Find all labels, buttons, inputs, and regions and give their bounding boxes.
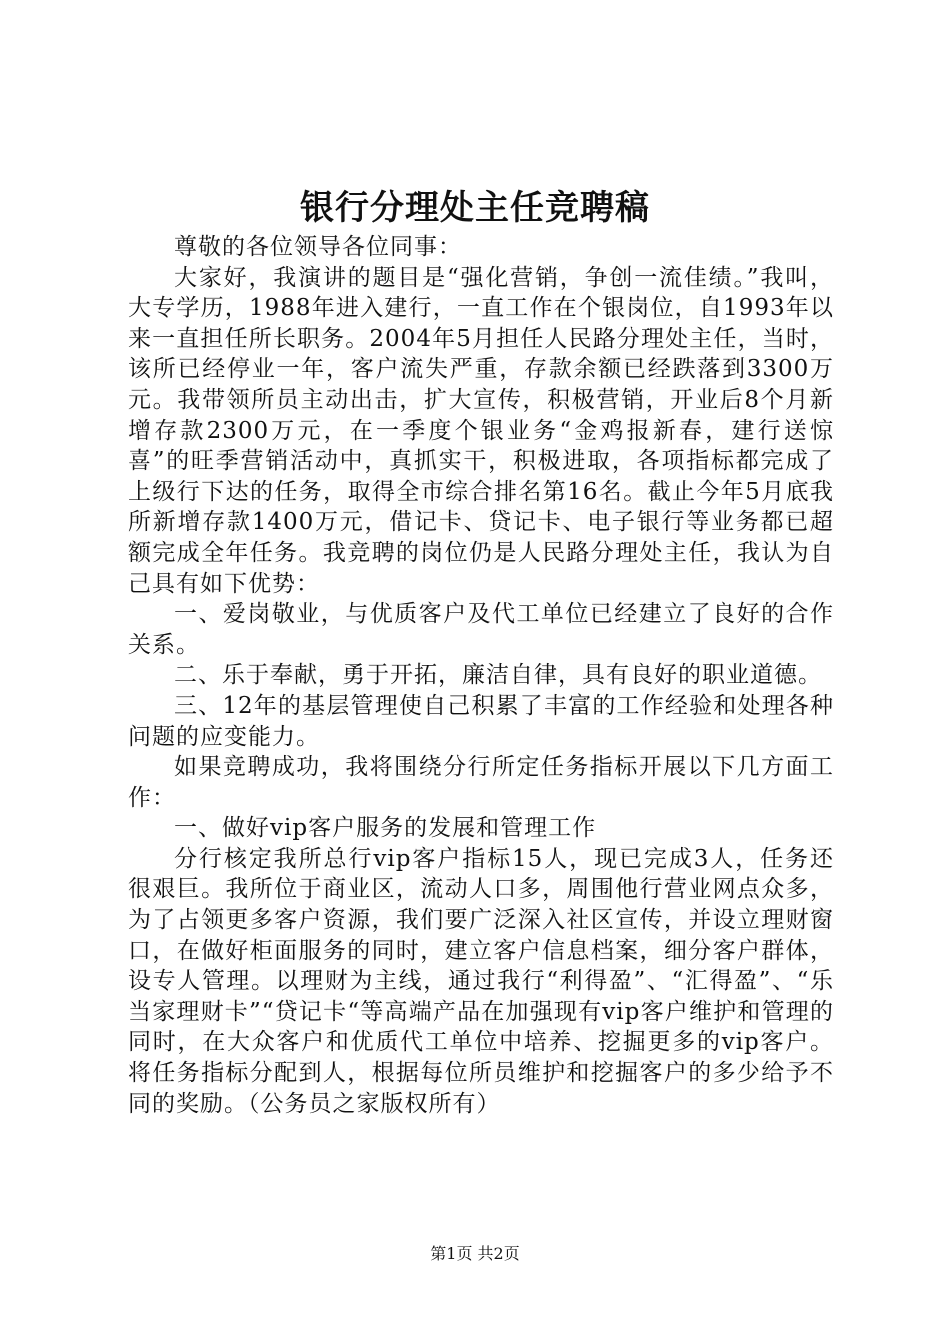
paragraph-salutation: 尊敬的各位领导各位同事： xyxy=(174,234,462,260)
paragraph-plan-intro: 如果竞聘成功，我将围绕分行所定任务指标开展以下几方面工作： xyxy=(128,754,834,811)
paragraph-advantage-3: 三、12年的基层管理使自己积累了丰富的工作经验和处理各种问题的应变能力。 xyxy=(128,692,834,750)
paragraph-advantage-2: 二、乐于奉献，勇于开拓，廉洁自律，具有良好的职业道德。 xyxy=(174,662,822,689)
document-body xyxy=(128,232,834,1119)
section-heading-vip: 一、做好vip客户服务的发展和管理工作 xyxy=(174,815,597,842)
page-number-footer: 第1页 共2页 xyxy=(430,1244,520,1263)
paragraph-advantage-1: 一、爱岗敬业，与优质客户及代工单位已经建立了良好的合作关系。 xyxy=(128,601,834,658)
paragraph-introduction: 大家好，我演讲的题目是“强化营销，争创一流佳绩。”我叫，大专学历，1988年进入建行，一直工作在个银岗位，自1993年以来一直担任所长职务。2004年5月担任人民路分理处主任，当时，该所已经停业一年，客户流失严重，存款余额已经跌落到3300万元。我带领所员主动出击，扩大宣传，积极营销，开业后8个月新增存款2300万元，在一季度个银业务“金鸡报新春，建行送惊喜”的旺季营销活动中，真抓实干，积极进取，各项指标都完成了上级行下达的任务，取得全市综合排名第16名。截止今年5月底我所新增存款1400万元，借记卡、贷记卡、电子银行等业务都已超额完成全年任务。我竞聘的岗位仍是人民路分理处主任，我认为自己具有如下优势： xyxy=(128,264,834,597)
document-title: 银行分理处主任竞聘稿 xyxy=(300,188,650,228)
paragraph-vip-plan: 分行核定我所总行vip客户指标15人，现已完成3人，任务还很艰巨。我所位于商业区，流动人口多，周围他行营业网点众多，为了占领更多客户资源，我们要广泛深入社区宣传，并设立理财窗口，在做好柜面服务的同时，建立客户信息档案，细分客户群体，设专人管理。以理财为主线，通过我行“利得盈”、“汇得盈”、“乐当家理财卡”“贷记卡“等高端产品在加强现有vip客户维护和管理的同时，在大众客户和优质代工单位中培养、挖掘更多的vip客户。将任务指标分配到人，根据每位所员维护和挖掘客户的多少给予不同的奖励。（公务员之家版权所有） xyxy=(128,845,834,1117)
